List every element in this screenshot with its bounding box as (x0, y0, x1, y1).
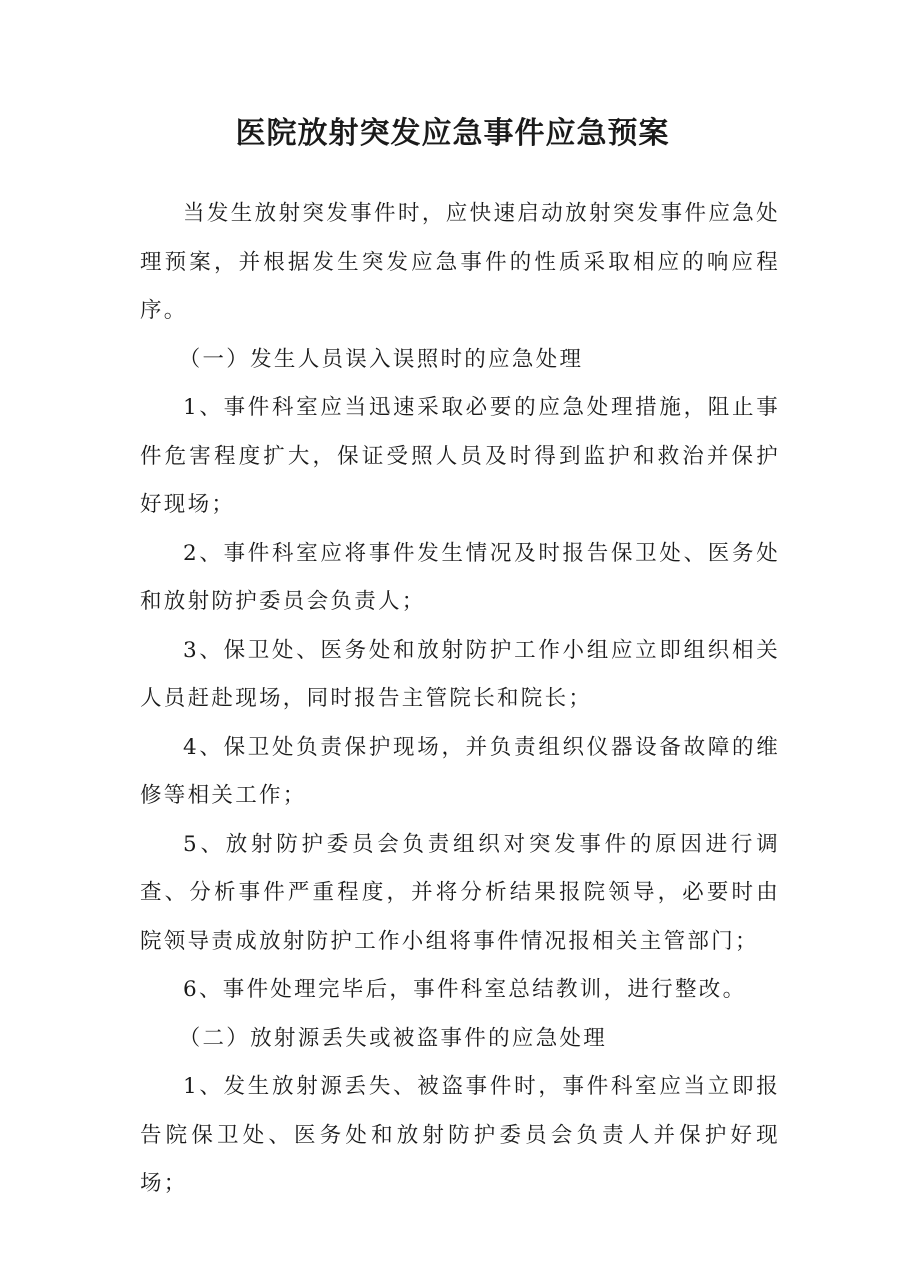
list-item: 1、事件科室应当迅速采取必要的应急处理措施，阻止事件危害程度扩大，保证受照人员及时得到监护和救治并保护好现场； (140, 395, 780, 517)
document-body (140, 190, 780, 1209)
section-heading-2: （二）放射源丢失或被盗事件的应急处理 (178, 1025, 608, 1051)
intro-paragraph: 当发生放射突发事件时，应快速启动放射突发事件应急处理预案，并根据发生突发应急事件的性质采取相应的响应程序。 (140, 201, 780, 323)
list-item: 6、事件处理完毕后，事件科室总结教训，进行整改。 (183, 977, 747, 1002)
section-heading-1: （一）发生人员误入误照时的应急处理 (178, 346, 584, 372)
list-item: 3、保卫处、医务处和放射防护工作小组应立即组织相关人员赶赴现场，同时报告主管院长和院长； (140, 637, 780, 711)
list-item: 2、事件科室应将事件发生情况及时报告保卫处、医务处和放射防护委员会负责人； (140, 540, 780, 614)
list-item: 1、发生放射源丢失、被盗事件时，事件科室应当立即报告院保卫处、医务处和放射防护委员会负责人并保护好现场； (140, 1074, 780, 1196)
document-title: 医院放射突发应急事件应急预案 (235, 116, 670, 151)
list-item: 5、放射防护委员会负责组织对突发事件的原因进行调查、分析事件严重程度，并将分析结果报院领导，必要时由院领导责成放射防护工作小组将事件情况报相关主管部门； (140, 831, 780, 954)
list-item: 4、保卫处负责保护现场，并负责组织仪器设备故障的维修等相关工作； (140, 734, 780, 808)
